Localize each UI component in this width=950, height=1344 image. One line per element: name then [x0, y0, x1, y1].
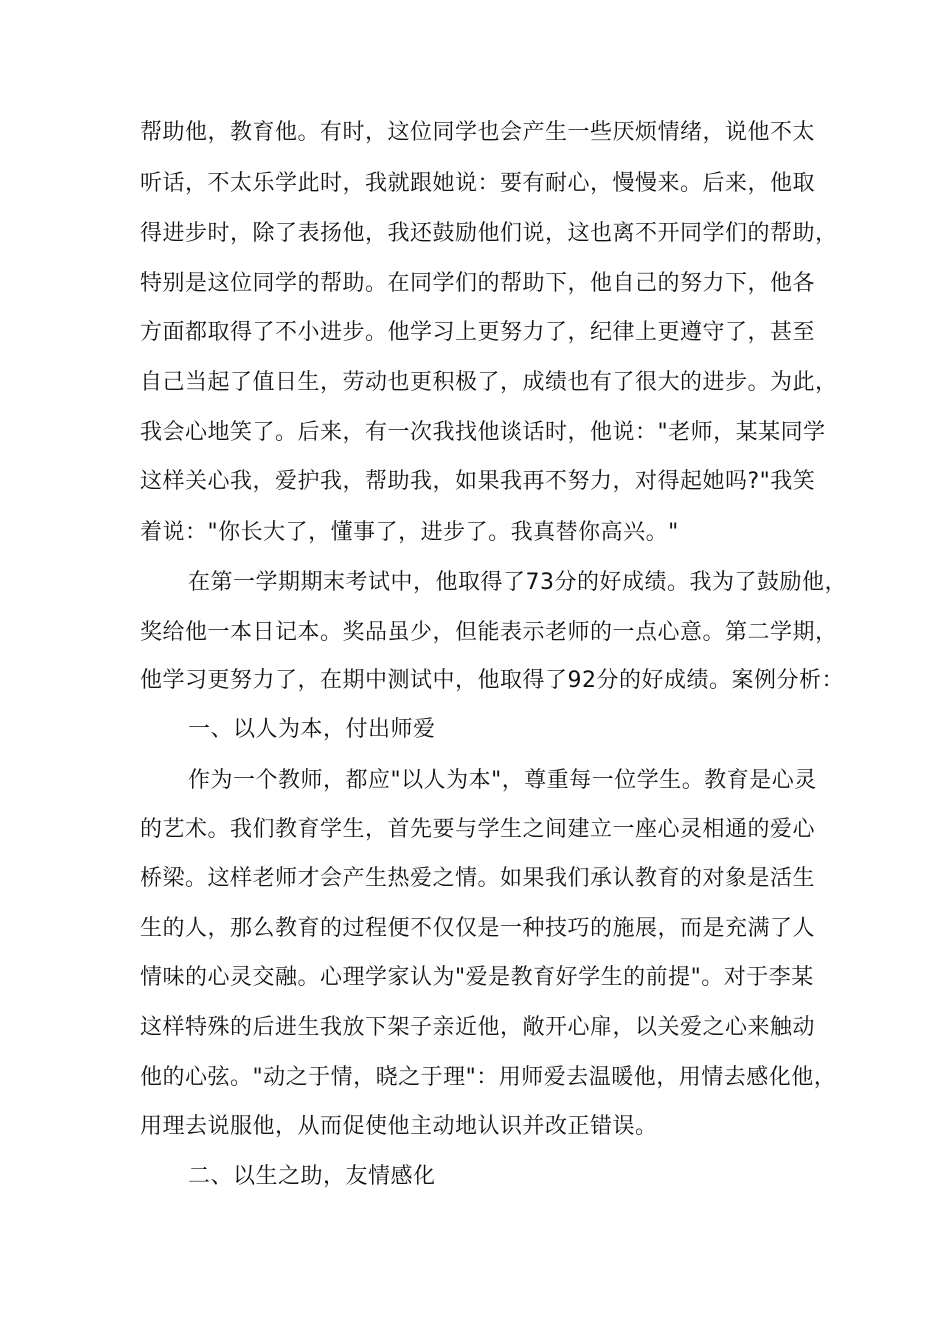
- text-line: 的艺术。我们教育学生，首先要与学生之间建立一座心灵相通的爱心: [140, 817, 816, 842]
- section-heading: 一、以人为本，付出师爱: [188, 717, 436, 742]
- text-line: 他学习更努力了，在期中测试中，他取得了92分的好成绩。案例分析：: [140, 668, 844, 693]
- text-line: 桥梁。这样老师才会产生热爱之情。如果我们承认教育的对象是活生: [140, 866, 816, 891]
- text-line: 作为一个教师，都应"以人为本"，尊重每一位学生。教育是心灵: [188, 768, 817, 793]
- text-line: 特别是这位同学的帮助。在同学们的帮助下，他自己的努力下，他各: [140, 271, 816, 296]
- text-line: 听话，不太乐学此时，我就跟她说：要有耐心，慢慢来。后来，他取: [140, 171, 816, 196]
- text-line: 着说："你长大了，懂事了，进步了。我真替你高兴。": [140, 520, 679, 545]
- text-line: 这样关心我，爱护我，帮助我，如果我再不努力，对得起她吗?"我笑: [140, 469, 816, 494]
- text-line: 自己当起了值日生，劳动也更积极了，成绩也有了很大的进步。为此，: [140, 370, 838, 395]
- text-line: 这样特殊的后进生我放下架子亲近他，敞开心扉，以关爱之心来触动: [140, 1015, 816, 1040]
- text-line: 生的人，那么教育的过程便不仅仅是一种技巧的施展，而是充满了人: [140, 916, 816, 941]
- text-line: 用理去说服他，从而促使他主动地认识并改正错误。: [140, 1114, 658, 1139]
- text-line: 帮助他，教育他。有时，这位同学也会产生一些厌烦情绪，说他不太: [140, 120, 816, 145]
- text-line: 他的心弦。"动之于情，晓之于理"：用师爱去温暖他，用情去感化他，: [140, 1065, 837, 1090]
- text-line: 我会心地笑了。后来，有一次我找他谈话时，他说："老师，某某同学: [140, 420, 826, 445]
- text-line: 方面都取得了不小进步。他学习上更努力了，纪律上更遵守了，甚至: [140, 320, 816, 345]
- section-heading: 二、以生之助，友情感化: [188, 1164, 436, 1189]
- text-line: 奖给他一本日记本。奖品虽少，但能表示老师的一点心意。第二学期，: [140, 620, 838, 645]
- text-line: 得进步时，除了表扬他，我还鼓励他们说，这也离不开同学们的帮助，: [140, 221, 838, 246]
- text-line: 在第一学期期末考试中，他取得了73分的好成绩。我为了鼓励他，: [188, 570, 847, 595]
- text-line: 情味的心灵交融。心理学家认为"爱是教育好学生的前提"。对于李某: [140, 965, 814, 990]
